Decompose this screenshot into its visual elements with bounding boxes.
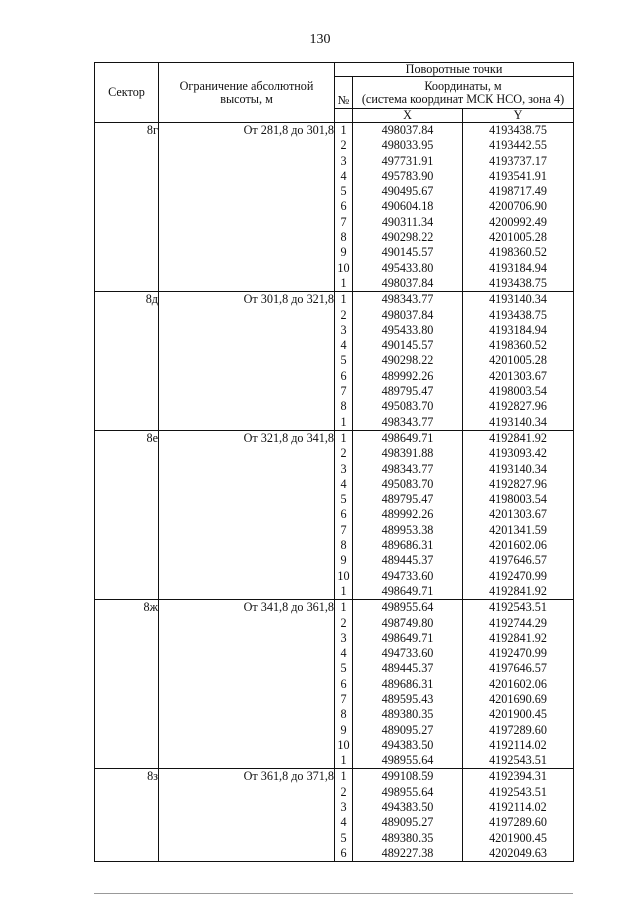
y-coordinate-cell: 4193737.17	[463, 154, 574, 169]
header-number-blank	[335, 109, 353, 123]
page-number: 130	[309, 32, 331, 47]
point-number-cell: 4	[335, 477, 353, 492]
x-coordinate-cell: 490298.22	[353, 230, 463, 245]
point-number-cell: 7	[335, 692, 353, 707]
point-number-cell: 1	[335, 123, 353, 139]
x-coordinate-cell: 489445.37	[353, 661, 463, 676]
y-coordinate-cell: 4192543.51	[463, 785, 574, 800]
y-coordinate-cell: 4193184.94	[463, 323, 574, 338]
point-number-cell: 1	[335, 769, 353, 785]
x-coordinate-cell: 490604.18	[353, 199, 463, 214]
height-limit-cell: От 361,8 до 371,8	[159, 769, 335, 862]
y-coordinate-cell: 4201303.67	[463, 369, 574, 384]
point-number-cell: 1	[335, 276, 353, 292]
x-coordinate-cell: 498343.77	[353, 415, 463, 431]
point-number-cell: 10	[335, 569, 353, 584]
x-coordinate-cell: 494383.50	[353, 800, 463, 815]
point-number-cell: 7	[335, 384, 353, 399]
table-header	[95, 63, 574, 123]
y-coordinate-cell: 4201900.45	[463, 831, 574, 846]
y-coordinate-cell: 4200992.49	[463, 215, 574, 230]
x-coordinate-cell: 498343.77	[353, 292, 463, 308]
bottom-rule	[94, 893, 573, 894]
header-x: X	[353, 109, 463, 123]
height-limit-cell: От 301,8 до 321,8	[159, 292, 335, 431]
point-number-cell: 9	[335, 723, 353, 738]
x-coordinate-cell: 494733.60	[353, 569, 463, 584]
point-number-cell: 1	[335, 584, 353, 600]
x-coordinate-cell: 498343.77	[353, 462, 463, 477]
x-coordinate-cell: 490311.34	[353, 215, 463, 230]
x-coordinate-cell: 489380.35	[353, 831, 463, 846]
point-number-cell: 4	[335, 646, 353, 661]
y-coordinate-cell: 4201690.69	[463, 692, 574, 707]
y-coordinate-cell: 4192470.99	[463, 569, 574, 584]
y-coordinate-cell: 4198003.54	[463, 492, 574, 507]
table-row	[95, 430, 574, 446]
x-coordinate-cell: 498033.95	[353, 138, 463, 153]
point-number-cell: 8	[335, 230, 353, 245]
sector-cell: 8з	[95, 769, 159, 862]
y-coordinate-cell: 4202049.63	[463, 846, 574, 862]
y-coordinate-cell: 4192394.31	[463, 769, 574, 785]
point-number-cell: 5	[335, 661, 353, 676]
point-number-cell: 2	[335, 308, 353, 323]
x-coordinate-cell: 494383.50	[353, 738, 463, 753]
x-coordinate-cell: 495783.90	[353, 169, 463, 184]
y-coordinate-cell: 4193541.91	[463, 169, 574, 184]
y-coordinate-cell: 4193093.42	[463, 446, 574, 461]
point-number-cell: 2	[335, 785, 353, 800]
x-coordinate-cell: 490298.22	[353, 353, 463, 368]
y-coordinate-cell: 4201341.59	[463, 523, 574, 538]
height-limit-cell: От 341,8 до 361,8	[159, 600, 335, 769]
x-coordinate-cell: 489992.26	[353, 507, 463, 522]
point-number-cell: 7	[335, 523, 353, 538]
point-number-cell: 8	[335, 707, 353, 722]
header-coordinates	[353, 77, 574, 109]
y-coordinate-cell: 4192744.29	[463, 616, 574, 631]
y-coordinate-cell: 4193442.55	[463, 138, 574, 153]
header-number: №	[335, 77, 353, 109]
y-coordinate-cell: 4201602.06	[463, 538, 574, 553]
point-number-cell: 3	[335, 800, 353, 815]
y-coordinate-cell: 4193438.75	[463, 276, 574, 292]
x-coordinate-cell: 494733.60	[353, 646, 463, 661]
x-coordinate-cell: 489795.47	[353, 492, 463, 507]
y-coordinate-cell: 4201602.06	[463, 677, 574, 692]
y-coordinate-cell: 4201005.28	[463, 230, 574, 245]
header-y: Y	[463, 109, 574, 123]
x-coordinate-cell: 498037.84	[353, 308, 463, 323]
header-limit: Ограничение абсолютной высоты, м	[159, 63, 335, 123]
sector-cell: 8ж	[95, 600, 159, 769]
x-coordinate-cell: 497731.91	[353, 154, 463, 169]
header-coordinate-system: (система координат МСК НСО, зона 4)	[361, 91, 565, 106]
y-coordinate-cell: 4201303.67	[463, 507, 574, 522]
y-coordinate-cell: 4197289.60	[463, 815, 574, 830]
point-number-cell: 6	[335, 199, 353, 214]
point-number-cell: 5	[335, 184, 353, 199]
sector-cell: 8е	[95, 430, 159, 599]
x-coordinate-cell: 498955.64	[353, 600, 463, 616]
point-number-cell: 3	[335, 154, 353, 169]
y-coordinate-cell: 4192841.92	[463, 631, 574, 646]
y-coordinate-cell: 4198360.52	[463, 338, 574, 353]
point-number-cell: 8	[335, 538, 353, 553]
point-number-cell: 1	[335, 753, 353, 769]
point-number-cell: 6	[335, 369, 353, 384]
x-coordinate-cell: 498037.84	[353, 123, 463, 139]
y-coordinate-cell: 4193140.34	[463, 292, 574, 308]
point-number-cell: 2	[335, 138, 353, 153]
x-coordinate-cell: 498649.71	[353, 631, 463, 646]
point-number-cell: 5	[335, 831, 353, 846]
y-coordinate-cell: 4197289.60	[463, 723, 574, 738]
x-coordinate-cell: 498955.64	[353, 753, 463, 769]
x-coordinate-cell: 498955.64	[353, 785, 463, 800]
x-coordinate-cell: 489953.38	[353, 523, 463, 538]
sector-cell: 8д	[95, 292, 159, 431]
y-coordinate-cell: 4197646.57	[463, 553, 574, 568]
table-row	[95, 769, 574, 785]
x-coordinate-cell: 498037.84	[353, 276, 463, 292]
point-number-cell: 10	[335, 261, 353, 276]
point-number-cell: 6	[335, 846, 353, 862]
x-coordinate-cell: 490495.67	[353, 184, 463, 199]
x-coordinate-cell: 489686.31	[353, 677, 463, 692]
x-coordinate-cell: 489992.26	[353, 369, 463, 384]
point-number-cell: 7	[335, 215, 353, 230]
y-coordinate-cell: 4200706.90	[463, 199, 574, 214]
x-coordinate-cell: 489595.43	[353, 692, 463, 707]
point-number-cell: 8	[335, 399, 353, 414]
point-number-cell: 1	[335, 600, 353, 616]
point-number-cell: 5	[335, 353, 353, 368]
x-coordinate-cell: 490145.57	[353, 338, 463, 353]
point-number-cell: 6	[335, 507, 353, 522]
x-coordinate-cell: 489095.27	[353, 815, 463, 830]
x-coordinate-cell: 489227.38	[353, 846, 463, 862]
y-coordinate-cell: 4192841.92	[463, 584, 574, 600]
y-coordinate-cell: 4198003.54	[463, 384, 574, 399]
y-coordinate-cell: 4198360.52	[463, 245, 574, 260]
x-coordinate-cell: 495083.70	[353, 399, 463, 414]
point-number-cell: 10	[335, 738, 353, 753]
y-coordinate-cell: 4192543.51	[463, 600, 574, 616]
y-coordinate-cell: 4192841.92	[463, 430, 574, 446]
header-coordinates-title: Координаты, м	[424, 78, 502, 93]
point-number-cell: 1	[335, 415, 353, 431]
point-number-cell: 3	[335, 323, 353, 338]
y-coordinate-cell: 4193140.34	[463, 462, 574, 477]
x-coordinate-cell: 489380.35	[353, 707, 463, 722]
table-row	[95, 123, 574, 139]
x-coordinate-cell: 498749.80	[353, 616, 463, 631]
point-number-cell: 3	[335, 631, 353, 646]
y-coordinate-cell: 4192827.96	[463, 399, 574, 414]
x-coordinate-cell: 489445.37	[353, 553, 463, 568]
height-limit-cell: От 281,8 до 301,8	[159, 123, 335, 292]
point-number-cell: 4	[335, 338, 353, 353]
table-row	[95, 292, 574, 308]
y-coordinate-cell: 4192470.99	[463, 646, 574, 661]
point-number-cell: 9	[335, 245, 353, 260]
point-number-cell: 5	[335, 492, 353, 507]
y-coordinate-cell: 4201900.45	[463, 707, 574, 722]
y-coordinate-cell: 4192114.02	[463, 738, 574, 753]
table-body	[95, 123, 574, 862]
x-coordinate-cell: 498649.71	[353, 584, 463, 600]
point-number-cell: 2	[335, 616, 353, 631]
x-coordinate-cell: 498391.88	[353, 446, 463, 461]
x-coordinate-cell: 490145.57	[353, 245, 463, 260]
y-coordinate-cell: 4193184.94	[463, 261, 574, 276]
x-coordinate-cell: 489686.31	[353, 538, 463, 553]
height-limit-cell: От 321,8 до 341,8	[159, 430, 335, 599]
y-coordinate-cell: 4193140.34	[463, 415, 574, 431]
x-coordinate-cell: 489795.47	[353, 384, 463, 399]
y-coordinate-cell: 4192114.02	[463, 800, 574, 815]
point-number-cell: 2	[335, 446, 353, 461]
point-number-cell: 4	[335, 169, 353, 184]
header-sector: Сектор	[95, 63, 159, 123]
sector-cell: 8г	[95, 123, 159, 292]
point-number-cell: 3	[335, 462, 353, 477]
x-coordinate-cell: 495083.70	[353, 477, 463, 492]
x-coordinate-cell: 499108.59	[353, 769, 463, 785]
x-coordinate-cell: 498649.71	[353, 430, 463, 446]
y-coordinate-cell: 4193438.75	[463, 123, 574, 139]
y-coordinate-cell: 4198717.49	[463, 184, 574, 199]
y-coordinate-cell: 4201005.28	[463, 353, 574, 368]
point-number-cell: 1	[335, 430, 353, 446]
y-coordinate-cell: 4193438.75	[463, 308, 574, 323]
x-coordinate-cell: 495433.80	[353, 323, 463, 338]
point-number-cell: 6	[335, 677, 353, 692]
x-coordinate-cell: 495433.80	[353, 261, 463, 276]
point-number-cell: 4	[335, 815, 353, 830]
y-coordinate-cell: 4197646.57	[463, 661, 574, 676]
y-coordinate-cell: 4192827.96	[463, 477, 574, 492]
point-number-cell: 9	[335, 553, 353, 568]
coordinates-table	[94, 62, 574, 862]
header-turning-points: Поворотные точки	[335, 63, 574, 77]
point-number-cell: 1	[335, 292, 353, 308]
y-coordinate-cell: 4192543.51	[463, 753, 574, 769]
x-coordinate-cell: 489095.27	[353, 723, 463, 738]
table-row	[95, 600, 574, 616]
